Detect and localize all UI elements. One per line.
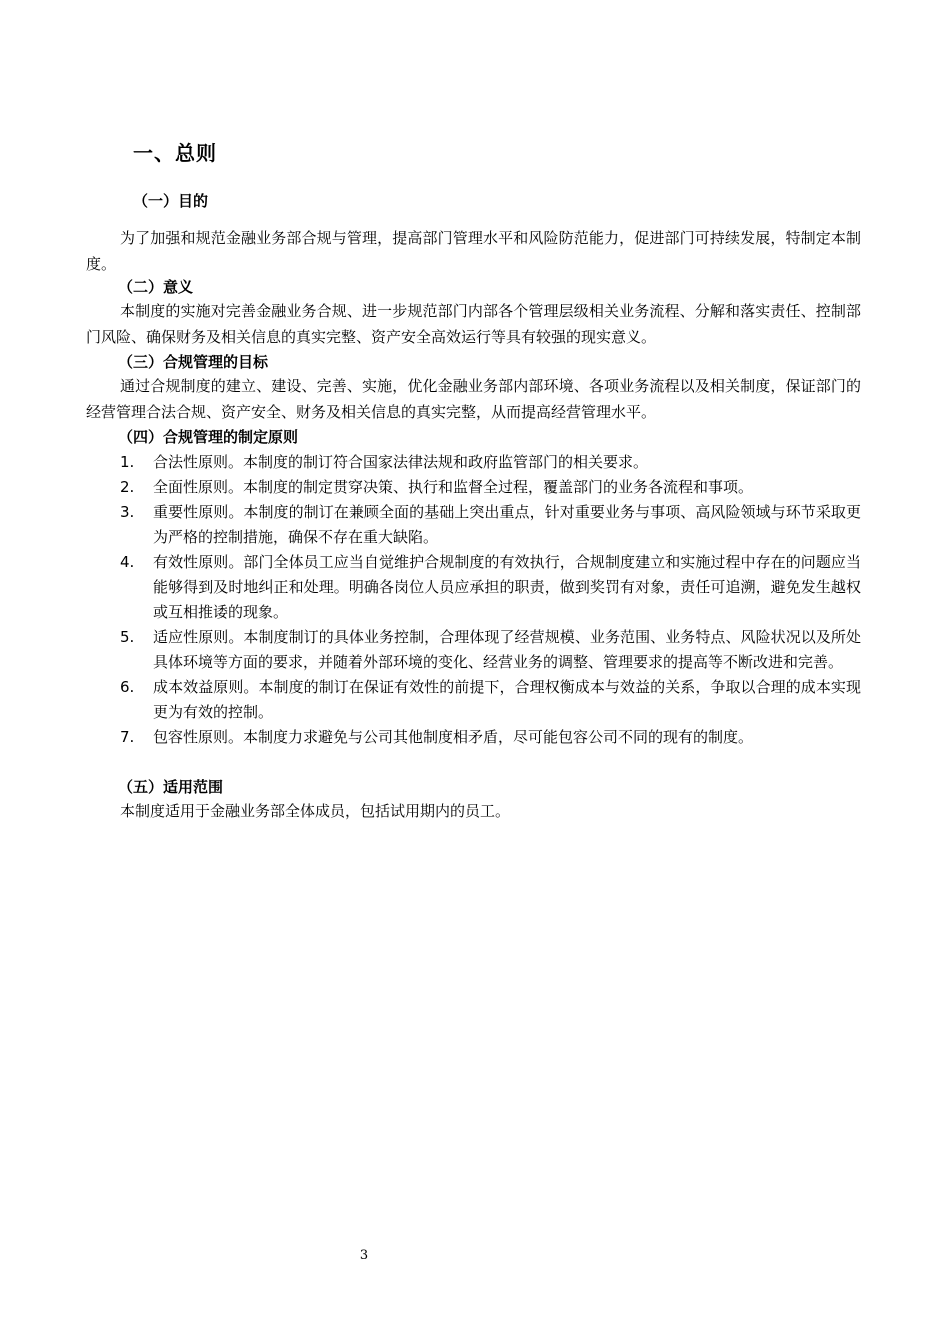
- heading-goals: （三）合规管理的目标: [118, 353, 269, 371]
- page-number: 3: [359, 1248, 369, 1263]
- list-number: 3.: [120, 503, 135, 521]
- list-number: 1.: [120, 453, 135, 471]
- list-text: 全面性原则。本制度的制定贯穿决策、执行和监督全过程，覆盖部门的业务各流程和事项。: [153, 478, 754, 496]
- paragraph-scope: 本制度适用于金融业务部全体成员，包括试用期内的员工。: [120, 802, 511, 820]
- list-number: 6.: [120, 678, 135, 696]
- list-text: 包容性原则。本制度力求避免与公司其他制度相矛盾，尽可能包容公司不同的现有的制度。: [153, 728, 754, 746]
- heading-principles: （四）合规管理的制定原则: [118, 428, 299, 446]
- heading-purpose: （一）目的: [133, 192, 209, 210]
- list-item: [86, 550, 861, 625]
- list-item: [86, 500, 861, 550]
- heading-scope: （五）适用范围: [118, 778, 224, 796]
- list-item: [86, 450, 861, 475]
- list-text: 有效性原则。部门全体员工应当自觉维护合规制度的有效执行，合规制度建立和实施过程中存在的问题应当能够得到及时地纠正和处理。明确各岗位人员应承担的职责，做到奖罚有对象，责任可追溯，避免发生越权或互相推诿的现象。: [153, 553, 861, 621]
- heading-significance: （二）意义: [118, 278, 194, 296]
- list-item: [86, 475, 861, 500]
- list-item: [86, 725, 861, 750]
- paragraph-purpose: 为了加强和规范金融业务部合规与管理，提高部门管理水平和风险防范能力，促进部门可持续发展，特制定本制度。: [86, 229, 861, 273]
- list-number: 4.: [120, 553, 135, 571]
- list-item: [86, 625, 861, 675]
- list-item: [86, 675, 861, 725]
- list-number: 2.: [120, 478, 135, 496]
- principles-list: [86, 450, 861, 750]
- list-number: 7.: [120, 728, 135, 746]
- list-text: 成本效益原则。本制度的制订在保证有效性的前提下，合理权衡成本与效益的关系，争取以合理的成本实现更为有效的控制。: [153, 678, 861, 721]
- section-title: 一、总则: [133, 141, 217, 165]
- paragraph-goals: 通过合规制度的建立、建设、完善、实施，优化金融业务部内部环境、各项业务流程以及相关制度，保证部门的经营管理合法合规、资产安全、财务及相关信息的真实完整，从而提高经营管理水平。: [86, 377, 861, 421]
- list-text: 适应性原则。本制度制订的具体业务控制，合理体现了经营规模、业务范围、业务特点、风险状况以及所处具体环境等方面的要求，并随着外部环境的变化、经营业务的调整、管理要求的提高等不断改进和完善。: [153, 628, 861, 671]
- list-text: 合法性原则。本制度的制订符合国家法律法规和政府监管部门的相关要求。: [153, 453, 649, 471]
- paragraph-significance: 本制度的实施对完善金融业务合规、进一步规范部门内部各个管理层级相关业务流程、分解和落实责任、控制部门风险、确保财务及相关信息的真实完整、资产安全高效运行等具有较强的现实意义。: [86, 302, 861, 346]
- list-text: 重要性原则。本制度的制订在兼顾全面的基础上突出重点，针对重要业务与事项、高风险领域与环节采取更为严格的控制措施，确保不存在重大缺陷。: [153, 503, 861, 546]
- list-number: 5.: [120, 628, 135, 646]
